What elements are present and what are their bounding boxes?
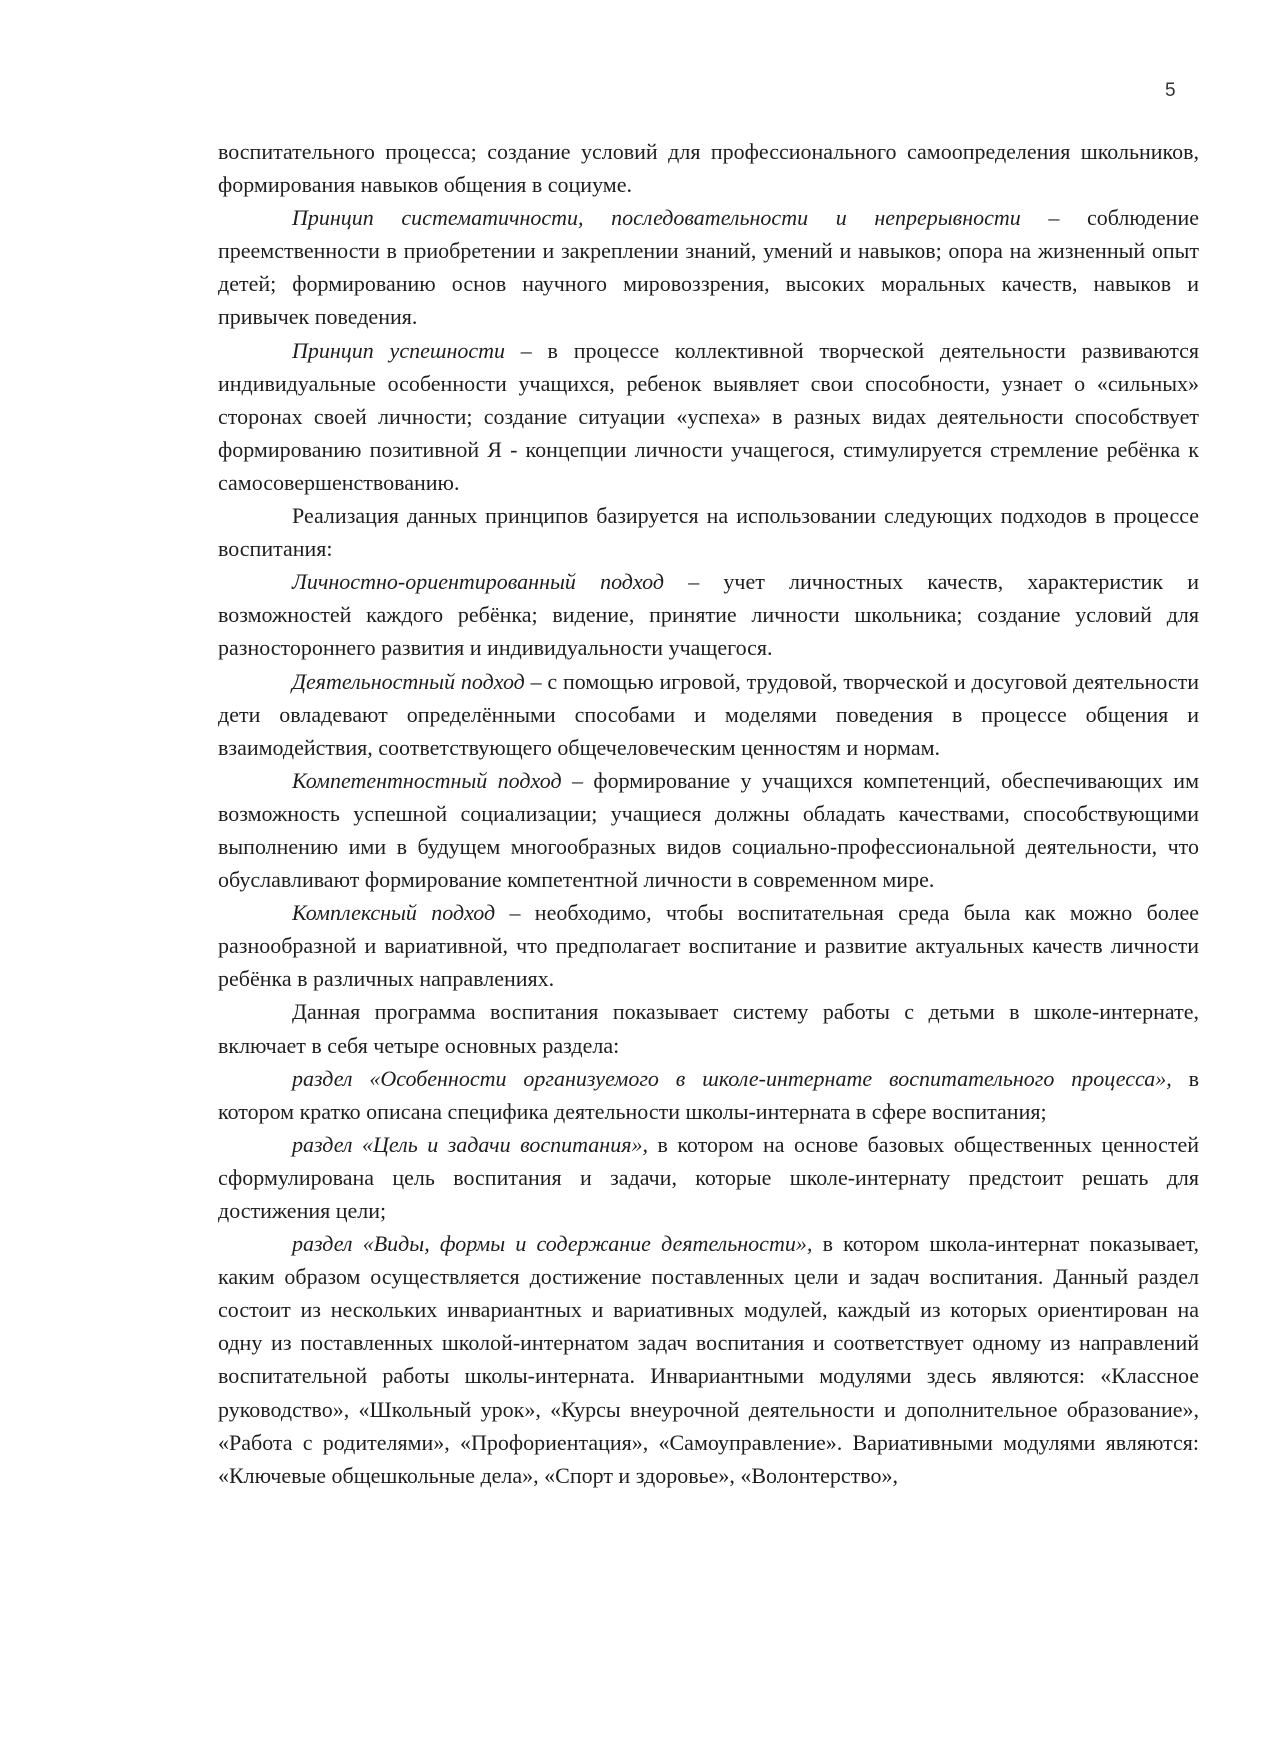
paragraph-text: Реализация данных принципов базируется на использовании следующих подходов в процессе воспитания: xyxy=(218,503,1199,562)
paragraph-lead: Принцип систематичности, последовательности и непрерывности xyxy=(292,205,1021,231)
paragraph-text: – необходимо, чтобы воспитательная среда была как можно более разнообразной и вариативной, что предполагает воспитание и развитие актуальных качеств личности ребёнка в различных направлениях. xyxy=(218,900,1199,992)
paragraph-activity-approach xyxy=(218,665,1199,764)
paragraph-text: – учет личностных качеств, характеристик и возможностей каждого ребёнка; видение, принятие личности школьника; создание условий для разностороннего развития и индивидуальности учащегося. xyxy=(218,569,1199,661)
paragraph-text: – формирование у учащихся компетенций, обеспечивающих им возможность успешной социализации; учащиеся должны обладать качествами, способствующими выполнению ими в будущем многообразных видов социально-профессиональной деятельности, что обуславливают формирование компетентной личности в современном мире. xyxy=(218,767,1199,893)
paragraph-lead: Личностно-ориентированный подход xyxy=(292,569,664,595)
paragraph-section-activities xyxy=(218,1227,1199,1492)
document-body xyxy=(218,135,1199,1492)
paragraph-text: – с помощью игровой, трудовой, творческой и досуговой деятельности дети овладевают определёнными способами и моделями поведения в процессе общения и взаимодействия, соответствующего общечеловеческим ценностям и нормам. xyxy=(218,668,1199,760)
paragraph-text: в котором школа-интернат показывает, каким образом осуществляется достижение поставленных цели и задач воспитания. Данный раздел состоит из нескольких инвариантных и вариативных модулей, каждый из которых ориентирован на одну из поставленных школой-интернатом задач воспитания и соответствует одному из направлений воспитательной работы школы-интерната. Инвариантными модулями здесь являются: «Классное руководство», «Школьный урок», «Курсы внеурочной деятельности и дополнительное образование», «Работа с родителями», «Профориентация», «Самоуправление». Вариативными модулями являются: «Ключевые общешкольные дела», «Спорт и здоровье», «Волонтерство», xyxy=(218,1231,1200,1488)
paragraph-personal-approach xyxy=(218,565,1199,664)
paragraph-text: – соблюдение преемственности в приобретении и закреплении знаний, умений и навыков; опора на жизненный опыт детей; формированию основ научного мировоззрения, высоких моральных качеств, навыков и привычек поведения. xyxy=(218,205,1199,330)
paragraph-text: воспитательного процесса; создание условий для профессионального самоопределения школьников, формирования навыков общения в социуме. xyxy=(218,139,1199,198)
paragraph-lead: раздел «Особенности организуемого в школе-интернате воспитательного процесса», xyxy=(292,1065,1172,1091)
paragraph-section-features xyxy=(218,1062,1199,1128)
paragraph-text: в котором кратко описана специфика деятельности школы-интерната в сфере воспитания; xyxy=(218,1065,1199,1124)
paragraph-section-goals xyxy=(218,1128,1199,1227)
paragraph-text: в котором на основе базовых общественных ценностей сформулирована цель воспитания и задачи, которые школе-интернату предстоит решать для достижения цели; xyxy=(218,1131,1200,1223)
paragraph-complex-approach xyxy=(218,896,1199,995)
paragraph-continuation xyxy=(218,135,1199,201)
paragraph-principle-success xyxy=(218,334,1199,499)
paragraph-lead: Деятельностный подход xyxy=(292,668,525,694)
paragraph-principle-systematic xyxy=(218,201,1199,333)
page-number: 5 xyxy=(1165,80,1176,101)
paragraph-lead: Комплексный подход xyxy=(292,900,496,926)
paragraph-program-structure xyxy=(218,995,1199,1061)
paragraph-lead: раздел «Виды, формы и содержание деятельности», xyxy=(292,1231,813,1257)
paragraph-approaches-intro xyxy=(218,499,1199,565)
paragraph-text: – в процессе коллективной творческой деятельности развиваются индивидуальные особенности учащихся, ребенок выявляет свои способности, узнает о «сильных» сторонах своей личности; создание ситуации «успеха» в разных видах деятельности способствует формированию позитивной Я - концепции личности учащегося, стимулируется стремление ребёнка к самосовершенствованию. xyxy=(218,337,1199,495)
paragraph-text: Данная программа воспитания показывает систему работы с детьми в школе-интернате, включает в себя четыре основных раздела: xyxy=(218,999,1199,1058)
paragraph-lead: Компетентностный подход xyxy=(292,767,562,793)
paragraph-competence-approach xyxy=(218,764,1199,896)
paragraph-lead: раздел «Цель и задачи воспитания», xyxy=(292,1131,648,1157)
paragraph-lead: Принцип успешности xyxy=(292,337,506,363)
